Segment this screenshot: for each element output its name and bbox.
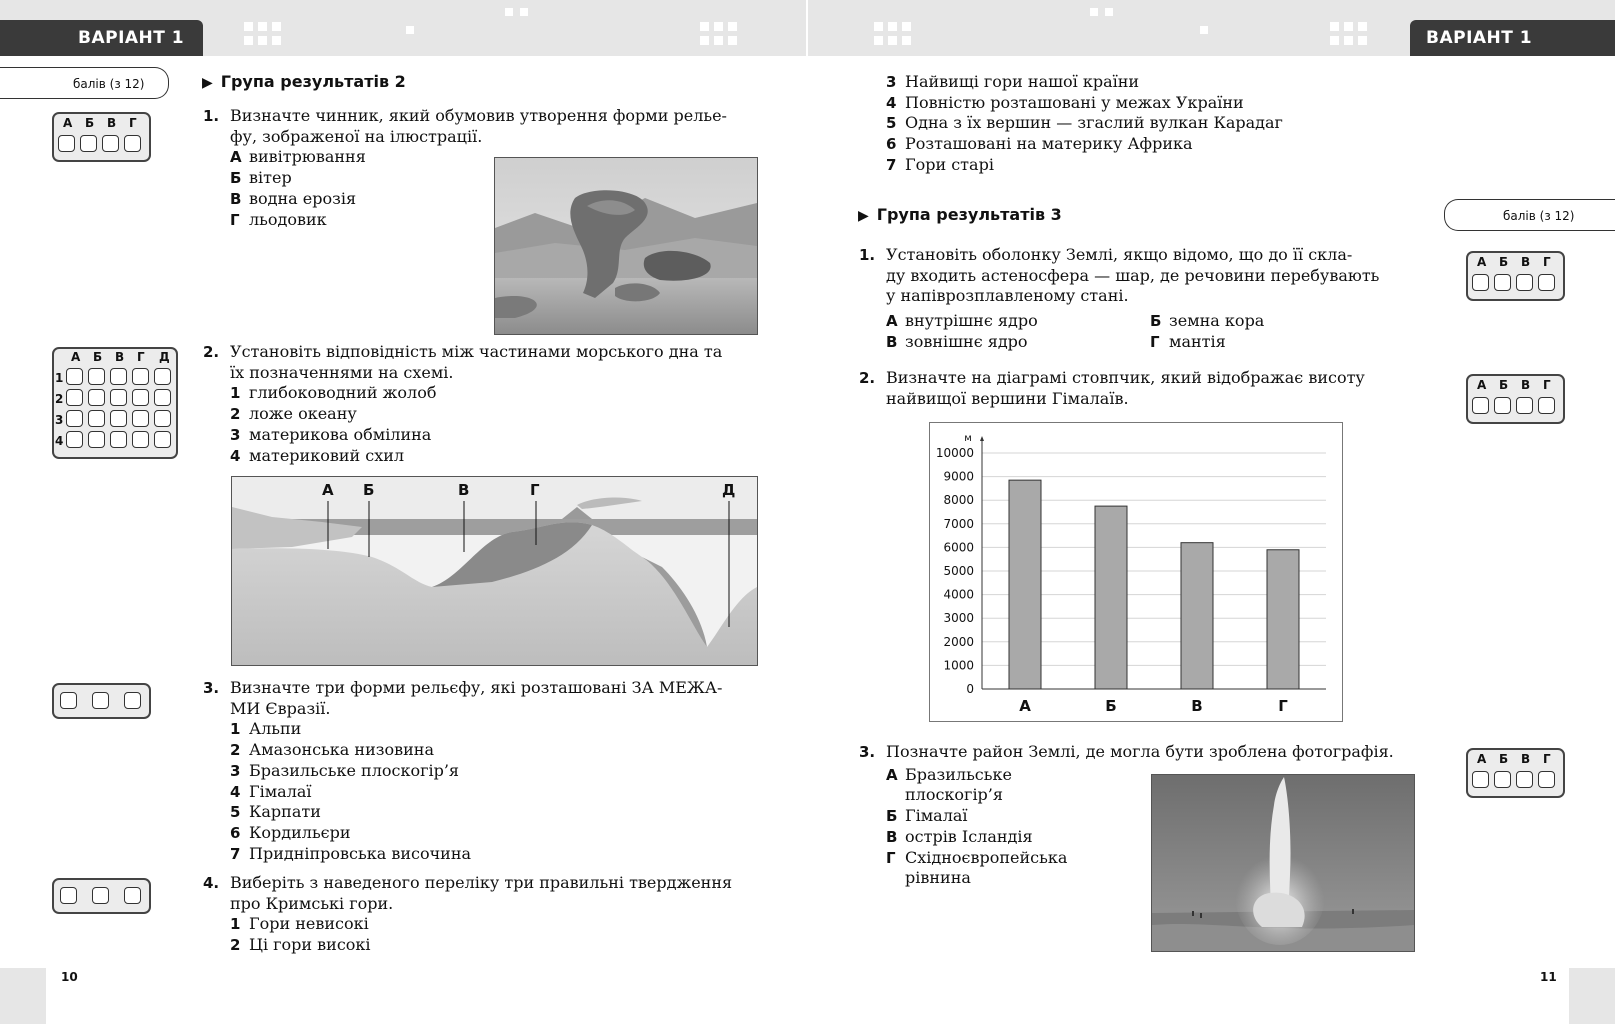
question-text: Установіть оболонку Землі, якщо відомо, що до її скла-: [886, 245, 1353, 264]
answer-cell[interactable]: [154, 368, 171, 385]
answer-cell[interactable]: [60, 692, 77, 709]
decor-square: [1105, 8, 1113, 16]
grid-letter: Б: [1499, 378, 1509, 392]
play-icon: ▶: [202, 75, 213, 91]
answer-cell[interactable]: [88, 389, 105, 406]
decor-square: [874, 36, 883, 45]
answer-cell[interactable]: [66, 431, 83, 448]
points-label: балів (з 12): [1503, 209, 1575, 223]
points-box[interactable]: [1444, 199, 1615, 231]
answer-grid-q1-right: [1466, 251, 1565, 301]
diagram-label-b: Б: [363, 481, 375, 499]
answer-grid-q3-right: [1466, 748, 1565, 798]
list-item: 5 Карпати: [230, 802, 321, 822]
answer-cell[interactable]: [60, 887, 77, 904]
answer-cell[interactable]: [1538, 274, 1555, 291]
answer-cell[interactable]: [1472, 397, 1489, 414]
y-axis-arrow: [980, 436, 984, 441]
question-text: Визначте три форми рельєфу, які розташовані ЗА МЕЖА-: [230, 678, 723, 697]
question-text: у напіврозплавленому стані.: [886, 286, 1129, 306]
option-a[interactable]: А внутрішнє ядро: [886, 311, 1038, 331]
answer-cell[interactable]: [80, 135, 97, 152]
question-number: 4.: [203, 874, 220, 892]
y-tick-label: 10000: [935, 446, 974, 460]
question-text: про Кримські гори.: [230, 893, 394, 913]
decor-square: [244, 22, 253, 31]
grid-letter: Б: [1499, 255, 1509, 269]
list-item: 1 Альпи: [230, 719, 302, 739]
answer-cell[interactable]: [58, 135, 75, 152]
decor-square: [1200, 26, 1208, 34]
grid-letter: Г: [129, 116, 137, 130]
answer-cell[interactable]: [92, 692, 109, 709]
decor-square: [874, 22, 883, 31]
bar-1: [1009, 480, 1041, 689]
answer-cell[interactable]: [1472, 274, 1489, 291]
answer-cell[interactable]: [1516, 771, 1533, 788]
answer-grid-q1: [52, 112, 151, 162]
answer-cell[interactable]: [88, 410, 105, 427]
grid-letter: В: [1521, 255, 1531, 269]
question-text: Визначте на діаграмі стовпчик, який відображає висоту: [886, 368, 1365, 387]
list-item: 3 материкова обмілина: [230, 424, 432, 444]
y-tick-label: 3000: [943, 611, 974, 626]
diagram-label-d: Г: [530, 481, 540, 499]
decor-square: [714, 22, 723, 31]
group-title-text: Група результатів 3: [876, 205, 1062, 224]
option-b[interactable]: Б Гімалаї: [886, 806, 968, 826]
decor-square: [406, 26, 414, 34]
question-number: 2.: [859, 369, 876, 387]
answer-cell[interactable]: [1494, 274, 1511, 291]
decor-square: [700, 22, 709, 31]
geyser-photo: [1151, 774, 1415, 952]
variant-label: ВАРІАНТ 1: [78, 28, 185, 48]
grid-letter: А: [71, 350, 81, 364]
list-item: 1 Гори невисокі: [230, 914, 369, 934]
x-tick-label: А: [1019, 697, 1031, 715]
diagram-label-a: А: [322, 481, 334, 499]
list-item: 4 Повністю розташовані у межах України: [886, 92, 1244, 112]
seabed-diagram: [231, 476, 758, 666]
continued-list: [886, 72, 1406, 176]
rock-formation-photo: [494, 157, 758, 335]
option-b[interactable]: Б земна кора: [1150, 311, 1265, 331]
decor-square: [700, 36, 709, 45]
y-tick-label: 8000: [943, 493, 974, 508]
answer-box-q4: [52, 878, 151, 914]
option-c[interactable]: В водна ерозія: [230, 188, 357, 208]
option-a[interactable]: А Бразильське: [886, 764, 1012, 784]
answer-cell[interactable]: [1516, 274, 1533, 291]
answer-cell[interactable]: [154, 389, 171, 406]
answer-cell[interactable]: [154, 410, 171, 427]
grid-letter: Г: [137, 350, 145, 364]
question-text: Позначте район Землі, де могла бути зроблена фотографія.: [886, 742, 1394, 761]
grid-letter: Д: [159, 350, 170, 364]
question-number: 3.: [203, 679, 220, 697]
answer-cell[interactable]: [132, 389, 149, 406]
decor-square: [902, 36, 911, 45]
points-label: балів (з 12): [73, 77, 145, 91]
decor-square: [1344, 22, 1353, 31]
question-text: найвищої вершини Гімалаїв.: [886, 388, 1129, 408]
answer-cell[interactable]: [88, 368, 105, 385]
list-item: 4 материковий схил: [230, 445, 405, 465]
question-number: 1.: [203, 107, 220, 125]
list-item: 6 Розташовані на материку Африка: [886, 134, 1193, 154]
grid-letter: В: [115, 350, 125, 364]
option-d[interactable]: Г Східноєвропейська: [886, 847, 1068, 867]
decor-square: [244, 36, 253, 45]
question-text: ду входить астеносфера — шар, де речовини перебувають: [886, 265, 1380, 285]
question-text: їх позначеннями на схемі.: [230, 362, 454, 382]
group-title: [202, 72, 406, 91]
list-item: 4 Гімалаї: [230, 781, 312, 801]
list-item: 7 Придніпровська височина: [230, 843, 472, 863]
page-edge-right: [1569, 968, 1615, 1024]
grid-letter: Б: [85, 116, 95, 130]
bar-4: [1267, 550, 1299, 689]
answer-cell[interactable]: [1538, 397, 1555, 414]
decor-square: [1344, 36, 1353, 45]
answer-cell[interactable]: [124, 692, 141, 709]
grid-letter: Г: [1543, 255, 1551, 269]
grid-letter: А: [1477, 255, 1487, 269]
decor-square: [1358, 36, 1367, 45]
play-icon: ▶: [858, 208, 869, 224]
question-1-right: [859, 245, 1414, 356]
question-3: [203, 678, 760, 864]
variant-tab-left: [0, 20, 203, 56]
question-text: Виберіть з наведеного переліку три правильні твердження: [230, 873, 733, 892]
page-number: 11: [1540, 970, 1557, 984]
grid-row-number: 3: [55, 413, 64, 427]
list-item: 2 ложе океану: [230, 404, 357, 424]
question-text: МИ Євразії.: [230, 698, 331, 718]
decor-square: [258, 22, 267, 31]
answer-cell[interactable]: [1538, 771, 1555, 788]
grid-row-number: 1: [55, 371, 64, 385]
list-item: 7 Гори старі: [886, 154, 994, 174]
bar-chart: [930, 423, 1342, 721]
option-d-cont: рівнина: [905, 868, 971, 888]
grid-row-number: 2: [55, 392, 64, 406]
option-d[interactable]: Г мантія: [1150, 332, 1226, 352]
question-text: Установіть відповідність між частинами морського дна та: [230, 342, 723, 361]
x-tick-label: Г: [1278, 697, 1288, 715]
option-c[interactable]: В зовнішнє ядро: [886, 332, 1028, 352]
option-c[interactable]: В острів Ісландія: [886, 826, 1033, 846]
page-number: 10: [61, 970, 78, 984]
answer-cell[interactable]: [110, 410, 127, 427]
question-2: [203, 342, 760, 466]
list-item: 2 Ці гори високі: [230, 935, 371, 955]
group-title-text: Група результатів 2: [220, 72, 406, 91]
answer-cell[interactable]: [1494, 397, 1511, 414]
grid-letter: В: [1521, 752, 1531, 766]
answer-cell[interactable]: [124, 887, 141, 904]
list-item: 3 Бразильське плоскогір’я: [230, 760, 460, 780]
answer-cell[interactable]: [88, 431, 105, 448]
grid-letter: Б: [93, 350, 103, 364]
decor-square: [1358, 22, 1367, 31]
x-tick-label: В: [1191, 697, 1203, 715]
list-item: 3 Найвищі гори нашої країни: [886, 72, 1140, 91]
answer-cell[interactable]: [66, 389, 83, 406]
option-a-cont: плоскогір’я: [905, 785, 1003, 805]
answer-cell[interactable]: [92, 887, 109, 904]
grid-letter: Г: [1543, 752, 1551, 766]
bar-3: [1181, 543, 1213, 689]
decor-square: [888, 36, 897, 45]
question-2-right: [859, 368, 1414, 409]
question-number: 3.: [859, 743, 876, 761]
grid-letter: Б: [1499, 752, 1509, 766]
grid-letter: А: [63, 116, 73, 130]
bar-chart-frame: [929, 422, 1343, 722]
answer-grid-q2-right: [1466, 374, 1565, 424]
answer-cell[interactable]: [110, 431, 127, 448]
answer-cell[interactable]: [124, 135, 141, 152]
y-tick-label: 2000: [943, 634, 974, 649]
answer-grid-q2: [52, 347, 178, 459]
grid-row-number: 4: [55, 434, 64, 448]
option-a[interactable]: А вивітрювання: [230, 147, 366, 167]
option-b[interactable]: Б вітер: [230, 168, 292, 188]
y-tick-label: 5000: [943, 564, 974, 578]
answer-cell[interactable]: [154, 431, 171, 448]
answer-cell[interactable]: [110, 368, 127, 385]
answer-cell[interactable]: [1494, 771, 1511, 788]
question-4: [203, 873, 760, 956]
question-number: 2.: [203, 343, 220, 361]
decor-square: [728, 36, 737, 45]
answer-cell[interactable]: [110, 389, 127, 406]
page-edge-left: [0, 968, 46, 1024]
question-text: Визначте чинник, який обумовив утворення форми релье-: [230, 106, 727, 125]
grid-letter: Г: [1543, 378, 1551, 392]
answer-cell[interactable]: [132, 410, 149, 427]
question-text: фу, зображеної на ілюстрації.: [230, 126, 483, 146]
decor-square: [520, 8, 528, 16]
bar-2: [1095, 506, 1127, 689]
y-tick-label: 6000: [943, 540, 974, 555]
decor-square: [272, 22, 281, 31]
y-tick-label: 9000: [943, 469, 974, 484]
answer-cell[interactable]: [132, 368, 149, 385]
option-d[interactable]: Г льодовик: [230, 209, 327, 229]
decor-square: [258, 36, 267, 45]
list-item: 5 Одна з їх вершин — згаслий вулкан Карадаг: [886, 113, 1283, 133]
variant-tab-right: [1410, 20, 1615, 56]
decor-square: [888, 22, 897, 31]
y-tick-label: 1000: [943, 658, 974, 673]
group-title: [858, 205, 1062, 224]
question-number: 1.: [859, 246, 876, 264]
list-item: 2 Амазонська низовина: [230, 740, 434, 760]
answer-cell[interactable]: [132, 431, 149, 448]
answer-cell[interactable]: [102, 135, 119, 152]
answer-cell[interactable]: [66, 368, 83, 385]
grid-letter: А: [1477, 752, 1487, 766]
answer-cell[interactable]: [66, 410, 83, 427]
y-tick-label: 4000: [943, 587, 974, 602]
decor-square: [272, 36, 281, 45]
diagram-label-e: Д: [722, 481, 736, 499]
decor-square: [1330, 22, 1339, 31]
y-axis-unit: м: [964, 433, 972, 444]
decor-square: [728, 22, 737, 31]
answer-box-q3: [52, 683, 151, 719]
x-tick-label: Б: [1105, 697, 1117, 715]
grid-letter: В: [107, 116, 117, 130]
diagram-label-c: В: [458, 481, 470, 499]
grid-letter: А: [1477, 378, 1487, 392]
points-box[interactable]: [0, 67, 169, 99]
answer-cell[interactable]: [1516, 397, 1533, 414]
decor-square: [1330, 36, 1339, 45]
y-tick-label: 0: [966, 682, 974, 696]
decor-square: [505, 8, 513, 16]
variant-label: ВАРІАНТ 1: [1426, 28, 1533, 48]
answer-cell[interactable]: [1472, 771, 1489, 788]
grid-letter: В: [1521, 378, 1531, 392]
decor-square: [902, 22, 911, 31]
list-item: 6 Кордильєри: [230, 822, 351, 842]
decor-square: [1090, 8, 1098, 16]
list-item: 1 глибоководний жолоб: [230, 383, 437, 403]
decor-square: [714, 36, 723, 45]
y-tick-label: 7000: [943, 516, 974, 531]
